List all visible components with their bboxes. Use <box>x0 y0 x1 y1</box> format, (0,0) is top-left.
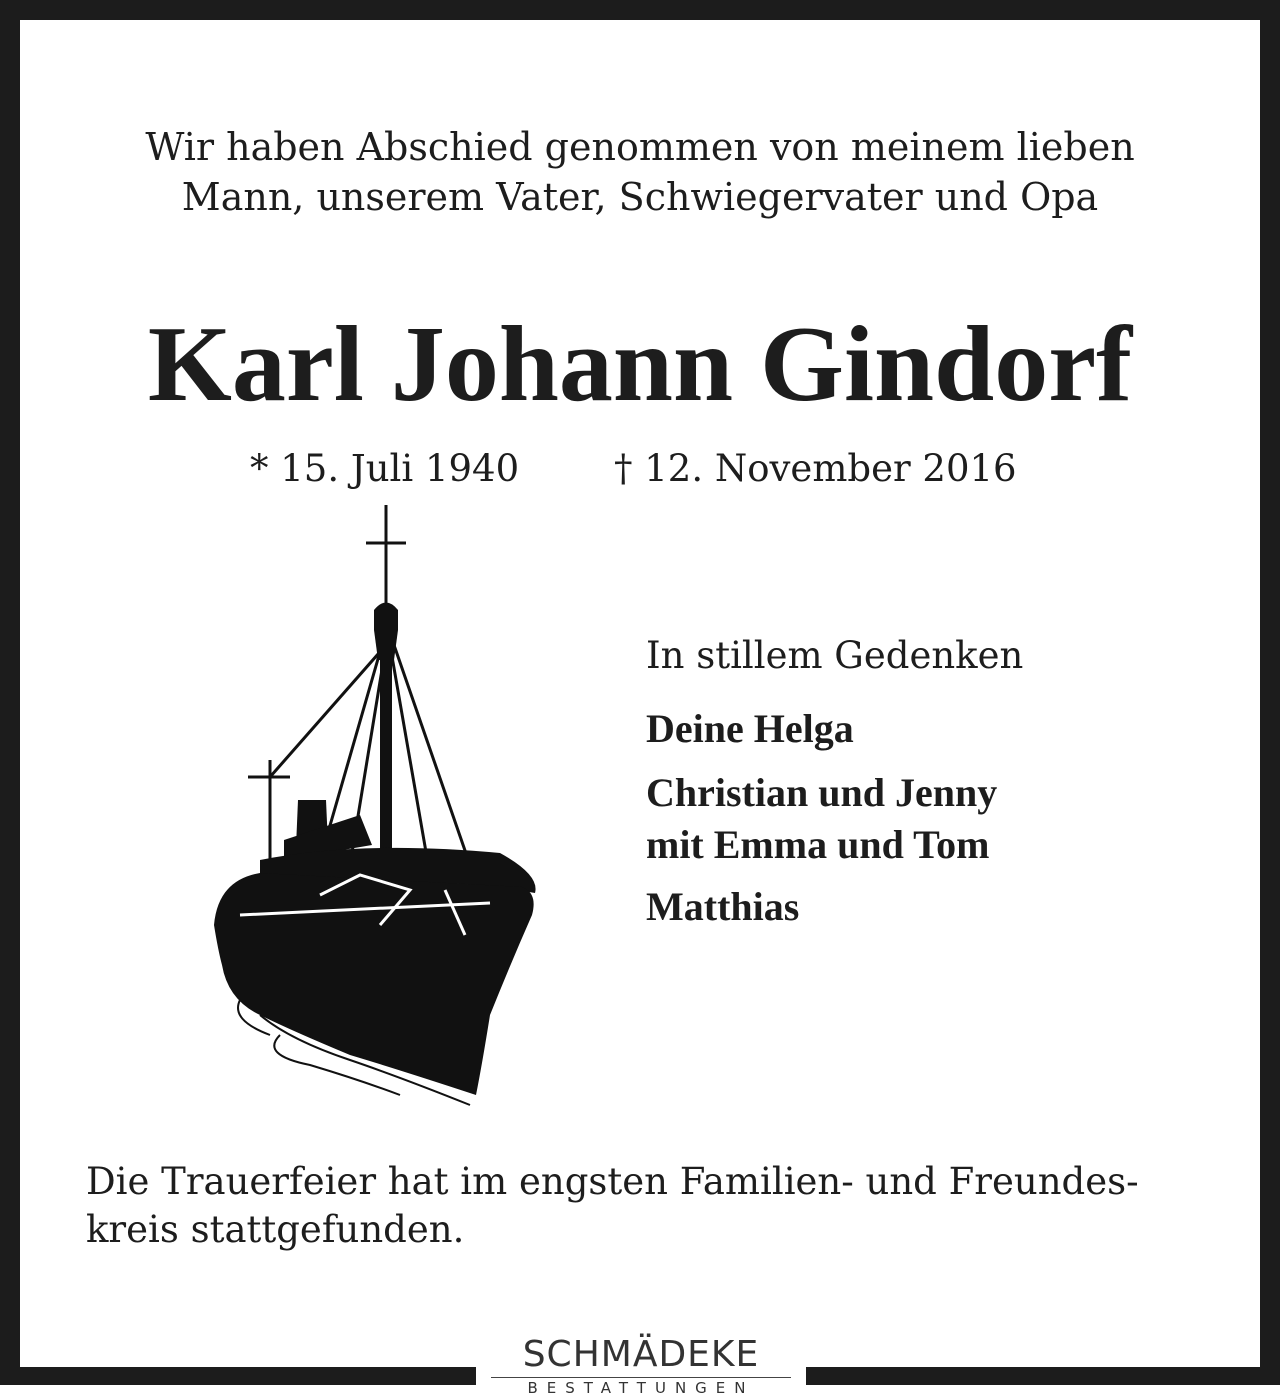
ship-illustration <box>200 495 560 1110</box>
frame-left <box>0 0 20 1385</box>
intro-line: Mann, unserem Vater, Schwiegervater und Opa <box>181 175 1099 219</box>
intro-line: Wir haben Abschied genommen von meinem lieben <box>145 125 1135 169</box>
frame-right <box>1260 0 1280 1385</box>
mourner-name: mit Emma und Tom <box>646 822 990 867</box>
mourner-name: Matthias <box>646 884 800 929</box>
frame-bottom-left <box>0 1367 476 1385</box>
logo-subtitle: BESTATTUNGEN <box>527 1379 755 1397</box>
birth-date: * 15. Juli 1940 <box>250 447 520 490</box>
mourner-name: Christian und Jenny <box>646 770 998 815</box>
funeral-line: Die Trauerfeier hat im engsten Familien- und Freundes- <box>86 1160 1139 1203</box>
funeral-home-logo <box>486 1335 796 1398</box>
deceased-name: Karl Johann Gindorf <box>147 305 1133 424</box>
intro-text <box>60 122 1220 222</box>
funeral-line: kreis stattgefunden. <box>86 1208 465 1251</box>
remembrance-text: In stillem Gedenken <box>646 634 1024 677</box>
death-date: † 12. November 2016 <box>614 447 1017 490</box>
mourner-name: Deine Helga <box>646 706 854 751</box>
frame-top <box>0 0 1280 20</box>
frame-bottom-right <box>806 1367 1280 1385</box>
logo-name: SCHMÄDEKE <box>522 1334 760 1375</box>
funeral-notice <box>86 1158 1226 1254</box>
